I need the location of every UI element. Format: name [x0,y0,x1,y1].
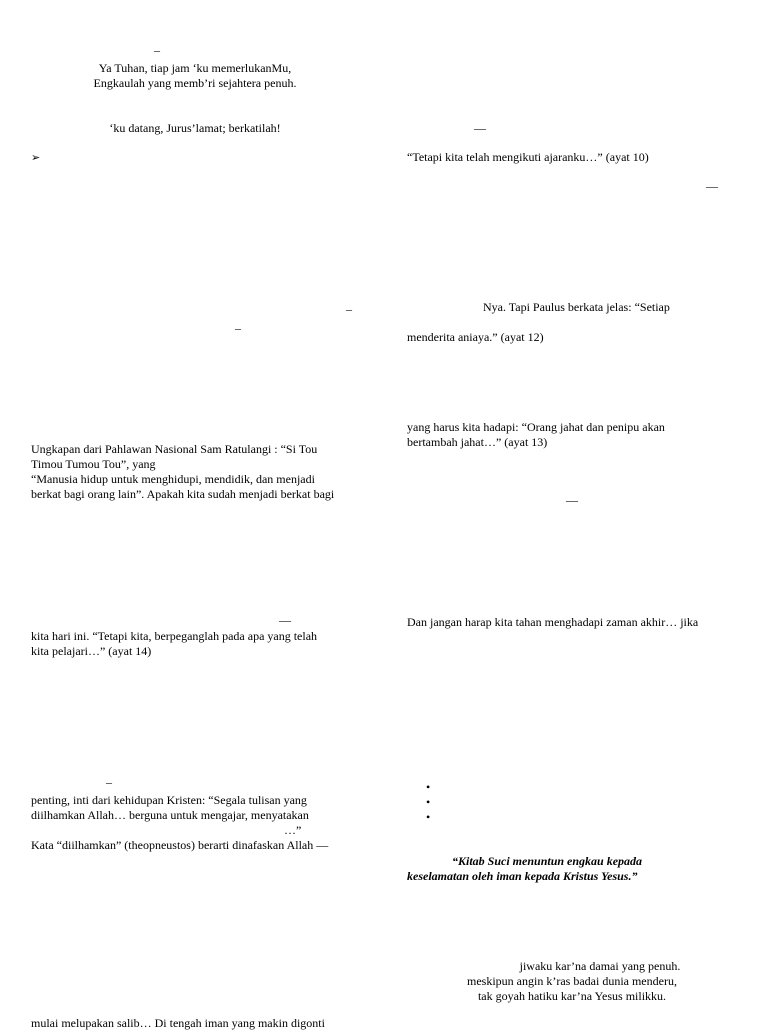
dash-mark: — [706,179,718,193]
bullet-icon: • [426,795,431,809]
scripture-quote: bertambah jahat…” (ayat 13) [407,435,548,449]
bullet-icon: • [426,810,431,824]
hymn-line: tak goyah hatiku kar’na Yesus milikku. [477,989,667,1003]
paragraph-line: Ungkapan dari Pahlawan Nasional Sam Ratulangi : “Si Tou [31,442,318,456]
hymn-line: meskipun angin k’ras badai dunia menderu, [467,974,677,988]
paragraph-line: berkat bagi orang lain”. Apakah kita sudah menjadi berkat bagi [31,487,335,501]
paragraph-line: diilhamkan Allah… berguna untuk mengajar, menyatakan [31,808,309,822]
paragraph-line: …” [284,823,302,837]
hymn-line: Engkaulah yang memb’ri sejahtera penuh. [93,76,297,90]
scripture-quote: “Tetapi kita telah mengikuti ajaranku…” (ayat 10) [407,150,649,164]
scripture-quote: menderita aniaya.” (ayat 12) [407,330,544,344]
paragraph-line: penting, inti dari kehidupan Kristen: “Segala tulisan yang [31,793,307,807]
paragraph-line: “Manusia hidup untuk menghidupi, mendidik, dan menjadi [31,472,315,486]
hymn-refrain: ‘ku datang, Jurus’lamat; berkatilah! [109,121,281,135]
paragraph-line: mulai melupakan salib… Di tengah iman yang makin digonti [31,1016,325,1030]
hymn-line: Ya Tuhan, tiap jam ‘ku memerlukanMu, [98,61,292,75]
dash-mark: – [235,321,241,335]
paragraph-line: Dan jangan harap kita tahan menghadapi zaman akhir… jika [407,615,699,629]
arrow-bullet-icon: ➢ [31,151,41,164]
dash-mark: – [154,43,160,57]
paragraph-line: kita pelajari…” (ayat 14) [31,644,152,658]
scripture-quote: Nya. Tapi Paulus berkata jelas: “Setiap [483,300,670,314]
dash-mark: — [279,613,291,627]
bullet-icon: • [426,780,431,794]
paragraph-line: Kata “diilhamkan” (theopneustos) berarti dinafaskan Allah — [31,838,329,852]
hymn-line: jiwaku kar’na damai yang penuh. [519,959,681,973]
dash-mark: – [346,302,352,316]
dash-mark: – [106,775,112,789]
paragraph-line: Timou Tumou Tou”, yang [31,457,156,471]
scripture-quote: yang harus kita hadapi: “Orang jahat dan penipu akan [407,420,665,434]
callout-line: “Kitab Suci menuntun engkau kepada [452,854,643,868]
paragraph-line: kita hari ini. “Tetapi kita, berpeganglah pada apa yang telah [31,629,318,643]
callout-line: keselamatan oleh iman kepada Kristus Yesus.” [407,869,638,883]
dash-mark: — [566,493,578,507]
dash-mark: — [474,121,486,135]
